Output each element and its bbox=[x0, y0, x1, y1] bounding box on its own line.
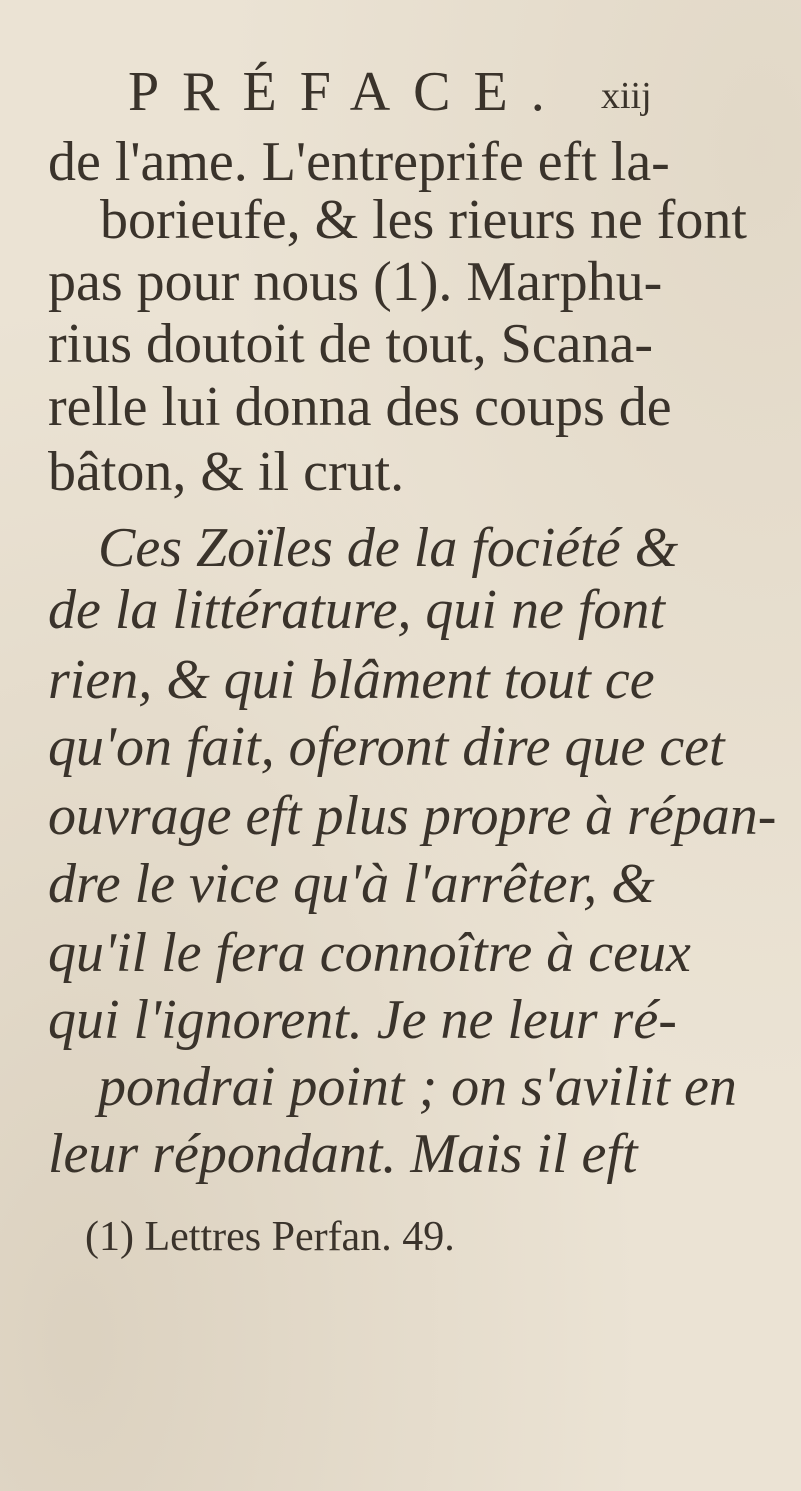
text-line: relle lui donna des coups de bbox=[48, 376, 672, 438]
text-line: pas pour nous (1). Marphu- bbox=[48, 251, 663, 313]
text-line: qu'il le fera connoître à ceux bbox=[48, 922, 691, 984]
text-line: dre le vice qu'à l'arrêter, & bbox=[48, 853, 655, 915]
text-line: Ces Zoïles de la fociété & bbox=[98, 517, 679, 579]
text-line: borieufe, & les rieurs ne font bbox=[100, 189, 747, 251]
footnote: (1) Lettres Perfan. 49. bbox=[85, 1214, 455, 1260]
text-line: qu'on fait, oferont dire que cet bbox=[48, 716, 725, 778]
text-line: rius doutoit de tout, Scana- bbox=[48, 313, 654, 375]
text-line: leur répondant. Mais il eft bbox=[48, 1123, 638, 1185]
text-line: ouvrage eft plus propre à répan- bbox=[48, 785, 777, 847]
running-title: PRÉFACE. bbox=[128, 61, 568, 123]
text-line: de l'ame. L'entreprife eft la- bbox=[48, 131, 670, 193]
page-number: xiij bbox=[601, 75, 652, 117]
text-line: de la littérature, qui ne font bbox=[48, 579, 665, 641]
text-line: rien, & qui blâment tout ce bbox=[48, 649, 655, 711]
text-line: bâton, & il crut. bbox=[48, 441, 405, 503]
page-header bbox=[128, 60, 688, 130]
text-line: qui l'ignorent. Je ne leur ré- bbox=[48, 989, 677, 1051]
text-line: pondrai point ; on s'avilit en bbox=[98, 1056, 737, 1118]
